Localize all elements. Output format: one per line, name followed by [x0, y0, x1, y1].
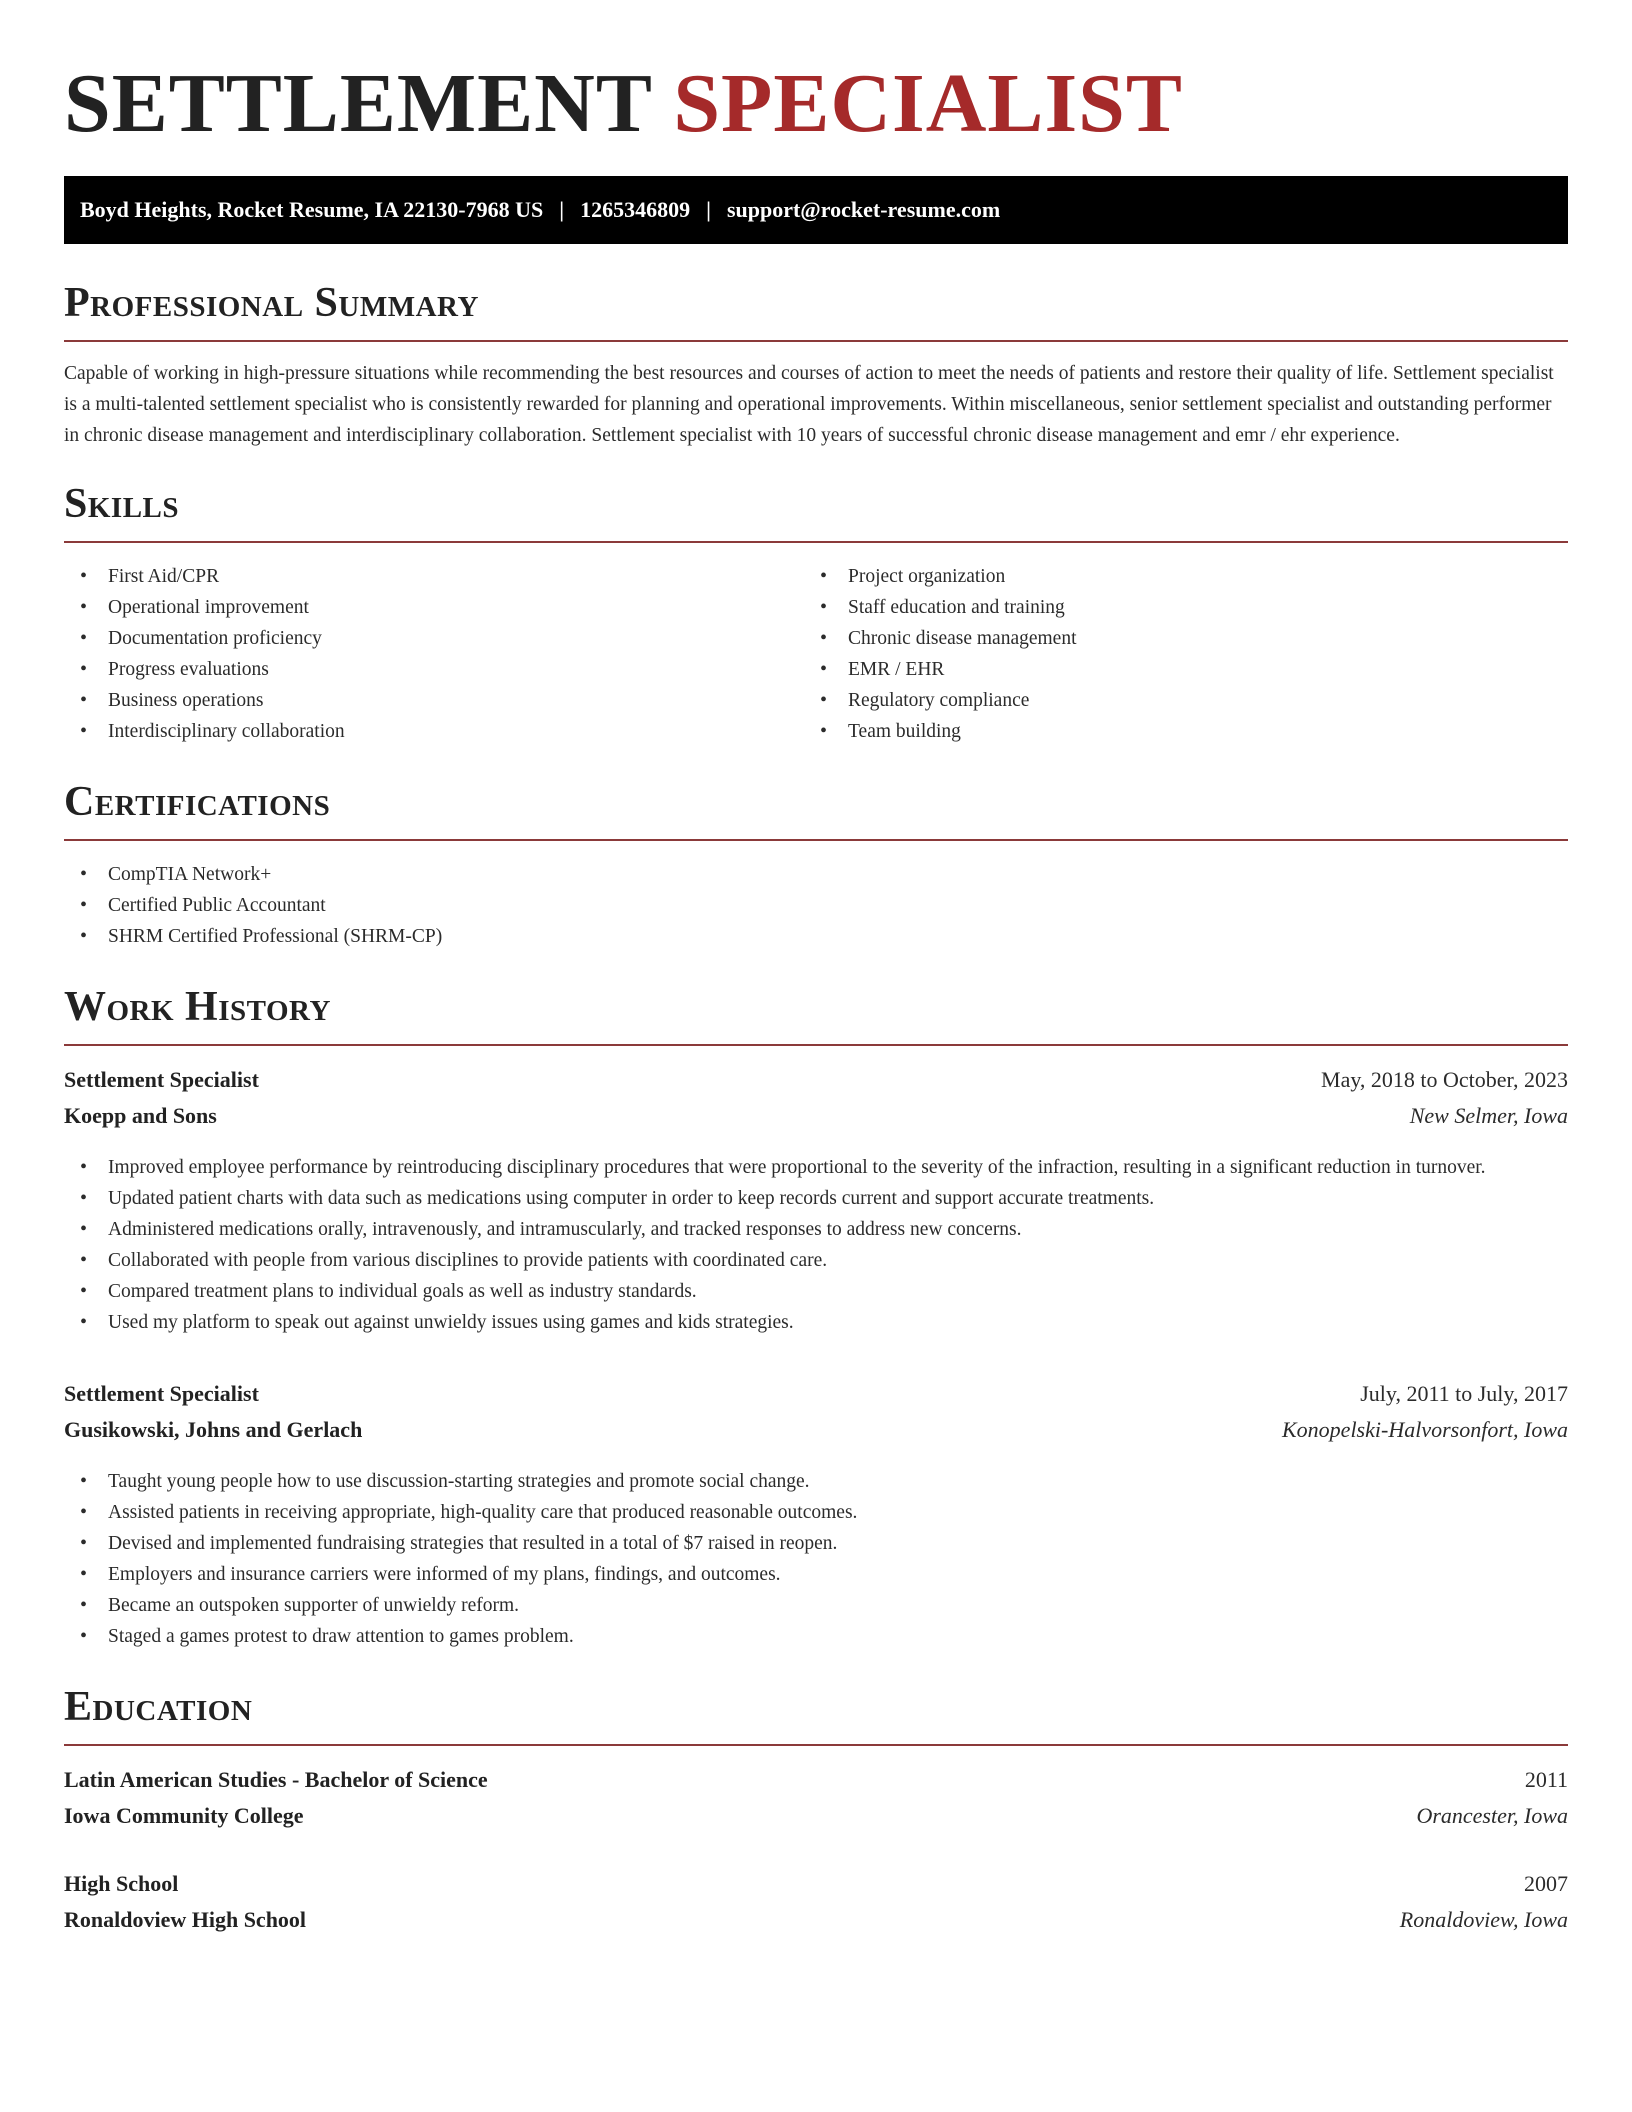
- skill-item: • Operational improvement: [64, 592, 804, 623]
- skill-item: • Project organization: [804, 561, 1544, 592]
- job-entry: [64, 1062, 1568, 1338]
- skill-item: • Interdisciplinary collaboration: [64, 716, 804, 747]
- job-title: Settlement Specialist: [64, 1067, 259, 1092]
- job-title: Settlement Specialist: [64, 1381, 259, 1406]
- skill-item: • Team building: [804, 716, 1544, 747]
- job-company: Gusikowski, Johns and Gerlach: [64, 1417, 363, 1442]
- education-school-row: [64, 1798, 1568, 1834]
- skills-list-left: [64, 561, 804, 747]
- education-school: Iowa Community College: [64, 1803, 304, 1828]
- certifications-list: [64, 859, 1568, 952]
- education-location: Orancester, Iowa: [1416, 1803, 1568, 1828]
- education-degree-row: [64, 1866, 1568, 1902]
- contact-phone: 1265346809: [580, 197, 691, 222]
- skill-item: • Business operations: [64, 685, 804, 716]
- skill-item: • EMR / EHR: [804, 654, 1544, 685]
- contact-separator: |: [559, 197, 565, 222]
- title-primary: SETTLEMENT: [64, 57, 652, 150]
- skills-grid: [64, 561, 1568, 747]
- certification-item: • CompTIA Network+: [64, 859, 1568, 890]
- job-header-row: [64, 1062, 1568, 1098]
- education-degree: Latin American Studies - Bachelor of Science: [64, 1767, 488, 1792]
- education-entry: [64, 1762, 1568, 1834]
- section-heading-education: Education: [64, 1684, 253, 1730]
- section-heading-summary: Professional Summary: [64, 280, 479, 326]
- job-bullet: • Improved employee performance by reintroducing disciplinary procedures that were proportional to the severity of the infraction, resulting in a significant reduction in turnover.: [64, 1152, 1568, 1183]
- education-school: Ronaldoview High School: [64, 1907, 307, 1932]
- skill-item: • Documentation proficiency: [64, 623, 804, 654]
- job-dates: May, 2018 to October, 2023: [1321, 1067, 1568, 1092]
- skill-item: • Progress evaluations: [64, 654, 804, 685]
- work-history-section: [64, 982, 1568, 1652]
- section-divider: [64, 340, 1568, 342]
- education-degree: High School: [64, 1871, 179, 1896]
- job-bullet: • Devised and implemented fundraising strategies that resulted in a total of $7 raised in reopen.: [64, 1528, 1568, 1559]
- section-heading-certifications: Certifications: [64, 779, 331, 825]
- certifications-section: [64, 777, 1568, 952]
- education-section: [64, 1682, 1568, 1938]
- education-entry: [64, 1866, 1568, 1938]
- job-bullet: • Updated patient charts with data such as medications using computer in order to keep records current and support accurate treatments.: [64, 1183, 1568, 1214]
- job-bullet: • Administered medications orally, intravenously, and intramuscularly, and tracked responses to address new concerns.: [64, 1214, 1568, 1245]
- section-divider: [64, 1044, 1568, 1046]
- summary-section: [64, 278, 1568, 451]
- job-bullets: [64, 1466, 1568, 1652]
- job-bullet: • Assisted patients in receiving appropriate, high-quality care that produced reasonable outcomes.: [64, 1497, 1568, 1528]
- section-heading-work-history: Work History: [64, 984, 331, 1030]
- job-bullet: • Staged a games protest to draw attention to games problem.: [64, 1621, 1568, 1652]
- job-dates: July, 2011 to July, 2017: [1360, 1381, 1568, 1406]
- skill-item: • First Aid/CPR: [64, 561, 804, 592]
- job-entry: [64, 1376, 1568, 1652]
- job-location: New Selmer, Iowa: [1409, 1103, 1568, 1128]
- education-year: 2011: [1524, 1767, 1568, 1792]
- summary-text: Capable of working in high-pressure situations while recommending the best resources and courses of action to meet the needs of patients and restore their quality of life. Settlement specialist is a multi-talented settlement specialist who is consistently rewarded for planning and operational improvements. Within miscellaneous, senior settlement specialist and outstanding performer in chronic disease management and interdisciplinary collaboration. Settlement specialist with 10 years of successful chronic disease management and emr / ehr experience.: [64, 363, 1554, 446]
- education-school-row: [64, 1902, 1568, 1938]
- education-location: Ronaldoview, Iowa: [1399, 1907, 1568, 1932]
- skills-list-right: [804, 561, 1544, 747]
- skill-item: • Chronic disease management: [804, 623, 1544, 654]
- contact-address: Boyd Heights, Rocket Resume, IA 22130-7968 US: [80, 197, 544, 222]
- section-divider: [64, 1744, 1568, 1746]
- education-degree-row: [64, 1762, 1568, 1798]
- education-year: 2007: [1524, 1871, 1568, 1896]
- job-bullet: • Employers and insurance carriers were informed of my plans, findings, and outcomes.: [64, 1559, 1568, 1590]
- job-header-row: [64, 1376, 1568, 1412]
- section-divider: [64, 541, 1568, 543]
- job-company-row: [64, 1412, 1568, 1448]
- job-company: Koepp and Sons: [64, 1103, 217, 1128]
- job-location: Konopelski-Halvorsonfort, Iowa: [1282, 1417, 1568, 1442]
- job-bullet: • Collaborated with people from various disciplines to provide patients with coordinated care.: [64, 1245, 1568, 1276]
- job-bullets: [64, 1152, 1568, 1338]
- job-company-row: [64, 1098, 1568, 1134]
- skill-item: • Staff education and training: [804, 592, 1544, 623]
- skill-item: • Regulatory compliance: [804, 685, 1544, 716]
- certification-item: • Certified Public Accountant: [64, 890, 1568, 921]
- skills-section: [64, 479, 1568, 747]
- job-bullet: • Taught young people how to use discussion-starting strategies and promote social change.: [64, 1466, 1568, 1497]
- contact-bar: [64, 176, 1568, 244]
- job-bullet: • Became an outspoken supporter of unwieldy reform.: [64, 1590, 1568, 1621]
- section-divider: [64, 839, 1568, 841]
- section-heading-skills: Skills: [64, 481, 180, 527]
- contact-separator: |: [706, 197, 711, 222]
- page-title: [64, 0, 1568, 176]
- contact-email[interactable]: support@rocket-resume.com: [726, 197, 1001, 222]
- certification-item: • SHRM Certified Professional (SHRM-CP): [64, 921, 1568, 952]
- job-bullet: • Compared treatment plans to individual goals as well as industry standards.: [64, 1276, 1568, 1307]
- job-bullet: • Used my platform to speak out against unwieldy issues using games and kids strategies.: [64, 1307, 1568, 1338]
- title-accent: SPECIALIST: [673, 57, 1183, 150]
